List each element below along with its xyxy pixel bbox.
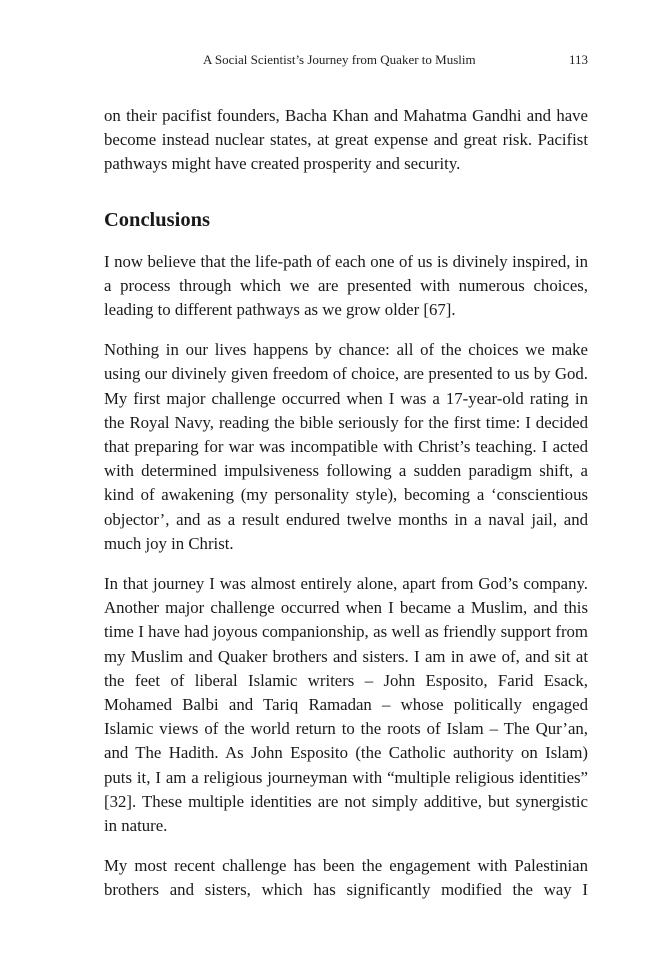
paragraph-1: I now believe that the life-path of each one of us is divinely inspired, in a process through which we are presented with numerous choices, leading to different pathways as we grow older [67]. [104, 251, 588, 320]
paragraph-4: My most recent challenge has been the engagement with Palestinian brothers and sisters, which has significantly modified the way I [104, 856, 588, 900]
body-text [104, 104, 588, 903]
running-title: A Social Scientist’s Journey from Quaker to Muslim [203, 52, 476, 67]
opening-paragraph: on their pacifist founders, Bacha Khan and Mahatma Gandhi and have become instead nuclear states, at great expense and great risk. Pacifist pathways might have created prosperity and security. [104, 106, 588, 174]
section-heading: Conclusions [104, 208, 210, 231]
paragraph-2: Nothing in our lives happens by chance: all of the choices we make using our divinely given freedom of choice, are presented to us by God. My first major challenge occurred when I was a 17-year-old rating in the Royal Navy, reading the bible seriously for the first time: I decided that preparing for war was incompatible with Christ’s teaching. I acted with determined impulsiveness following a sudden paradigm shift, a kind of awakening (my personality style), becoming a ‘conscientious objector’, and as a result endured twelve months in a naval jail, and much joy in Christ. [104, 340, 588, 553]
page-number: 113 [568, 52, 588, 67]
paragraph-3: In that journey I was almost entirely alone, apart from God’s company. Another major challenge occurred when I became a Muslim, and this time I have had joyous companionship, as well as friendly support from my Muslim and Quaker brothers and sisters. I am in awe of, and sit at the feet of liberal Islamic writers – John Esposito, Farid Esack, Mohamed Balbi and Tariq Ramadan – whose politically engaged Islamic views of the world return to the roots of Islam – The Qur’an, and The Hadith. As John Esposito (the Catholic authority on Islam) puts it, I am a religious journeyman with “multiple religious identities” [32]. These multiple identities are not simply additive, but synergistic in nature. [104, 574, 588, 836]
